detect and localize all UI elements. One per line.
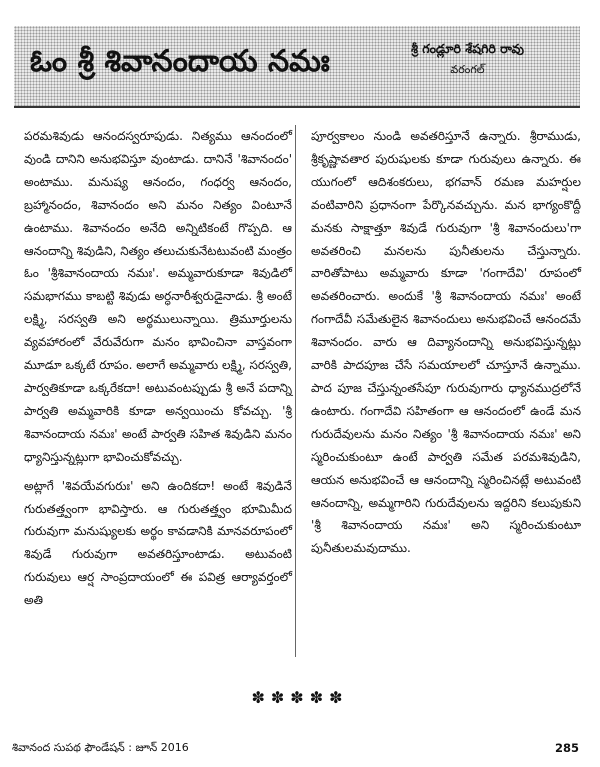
article-paragraph: అట్లాగే 'శివయేవగురుః' అని ఉందికదా! అంటే శివుడినే గురుతత్త్వంగా భావిస్తారు. ఆ గురుతత్త్వం భూమిమీద గురువుగా మనుష్యులకు అర్థం కావడానికి మానవరూపంలో శివుడే గురువుగా అవతరిస్తూంటాడు. అటువంటి గురువులు ఆర్ష సాంప్రదాయంలో ఈ పవిత్ర ఆర్యావర్తంలో అతి [24, 478, 292, 608]
author-location: వరంగల్ [450, 63, 485, 76]
author-name: శ్రీ గండ్లూరి శేషగిరి రావు [411, 41, 524, 56]
article-column-left [24, 125, 292, 618]
page-title: ఓం శ్రీ శివానందాయ నమః [30, 44, 330, 79]
footer-publication: శివానంద సుపథ ఫౌండేషన్ : జూన్ 2016 [12, 741, 189, 754]
page-number: 285 [555, 741, 580, 755]
ornament-row: ✽✽✽✽✽ [251, 688, 349, 707]
article-paragraph: పరమశివుడు ఆనందస్వరూపుడు. నిత్యము ఆనందంలో వుండి దానిని అనుభవిస్తూ వుంటాడు. దానినే 'శివానందం' అంటాము. మనుష్య ఆనందం, గంధర్వ ఆనందం, బ్రహ్మానందం, శివానందం అని మనం నిత్యం వింటూనే ఉంటాము. శివానందం అనేది అన్నిటికంటే గొప్పది. ఆ ఆనందాన్ని శివుడిని, నిత్యం తలుచుకునేటటువంటి మంత్రం ఓం 'శ్రీశివానందాయ నమః'. అమ్మవారుకూడా శివుడిలో సమభాగము కాబట్టి శివుడు అర్ధనారీశ్వరుడైనాడు. శ్రీ అంటే లక్ష్మి, సరస్వతి అని అర్థములున్నాయి. త్రిమూర్తులను వ్యవహారంలో వేరువేరుగా మనం భావించినా వాస్తవంగా మూడూ ఒక్కటే రూపం. అలాగే అమ్మవారు లక్ష్మి, సరస్వతి, పార్వతికూడా ఒక్కరేకదా! అటువంటప్పుడు శ్రీ అనే పదాన్ని పార్వతి అమ్మవారికి కూడా అన్వయించు కోవచ్చు. 'శ్రీ శివానందాయ నమః' అంటే పార్వతి సహిత శివుడిని మనం ధ్యానిస్తున్నట్లుగా భావించుకోవచ్చు. [24, 129, 292, 464]
article-column-right [311, 125, 581, 566]
author-block [360, 40, 575, 78]
column-divider [295, 125, 296, 657]
article-paragraph: పూర్వకాలం నుండి అవతరిస్తూనే ఉన్నారు. శ్రీరాముడు, శ్రీకృష్ణావతార పురుషులకు కూడా గురువులు ఉన్నారు. ఈ యుగంలో ఆదిశంకరులు, భగవాన్ రమణ మహర్షుల వంటివారిని ప్రధానంగా పేర్కొనవచ్చును. మన భాగ్యంకొద్దీ మనకు సాక్షాత్తూ శివుడే గురువుగా 'శ్రీ శివానందులు'గా అవతరించి మనలను పునీతులను చేస్తున్నారు. వారితోపాటు అమ్మవారు కూడా 'గంగాదేవి' రూపంలో అవతరించారు. అందుకే 'శ్రీ శివానందాయ నమః' అంటే గంగాదేవీ సమేతులైన శివానందులు అనుభవించే ఆనందమే శివానందం. వారు ఆ దివ్యానందాన్ని అనుభవిస్తున్నట్లు వారికి పాదపూజ చేసే సమయాలలో చూస్తూనే ఉన్నాము. పాద పూజ చేస్తున్నంతసేపూ గురువుగారు ధ్యానముద్రలోనే ఉంటారు. గంగాదేవి సహితంగా ఆ ఆనందంలో ఉండే మన గురుదేవులను మనం నిత్యం 'శ్రీ శివానందాయ నమః' అని స్మరించుకుంటూ ఉంటే పార్వతి సమేత పరమశివుడిని, ఆయన అనుభవించే ఆ ఆనందాన్ని స్మరించినట్లే అటువంటి ఆనందాన్ని, అమ్మగారిని గురుదేవులను ఇద్దరిని కలుపుకుని 'శ్రీ శివానందాయ నమః' అని స్మరించుకుంటూ పునీతులమవుదాము. [311, 129, 581, 556]
